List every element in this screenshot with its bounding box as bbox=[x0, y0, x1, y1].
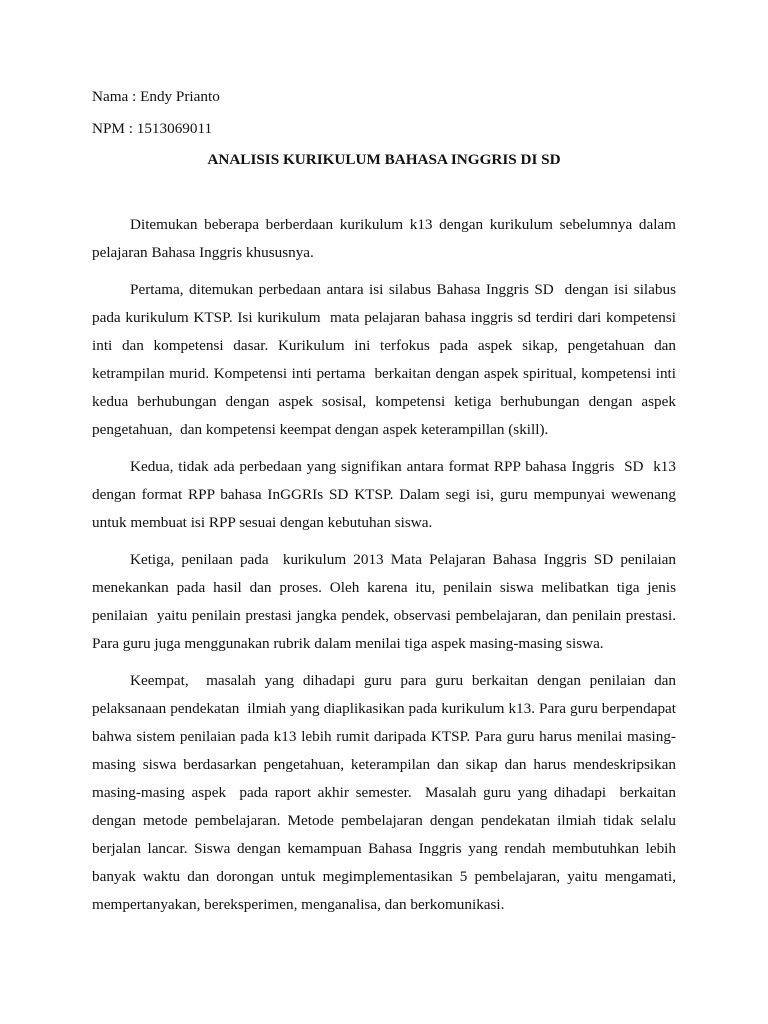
paragraph-pertama: Pertama, ditemukan perbedaan antara isi silabus Bahasa Inggris SD dengan isi silabus pada kurikulum KTSP. Isi kurikulum mata pelajaran bahasa inggris sd terdiri dari kompetensi inti dan kompetensi dasar. Kurikulum ini terfokus pada aspek sikap, pengetahuan dan ketrampilan murid. Kompetensi inti pertama berkaitan dengan aspek spiritual, kompetensi inti kedua berhubungan dengan aspek sosisal, kompetensi ketiga berhubungan dengan aspek pengetahuan, dan kompetensi keempat dengan aspek keterampillan (skill). bbox=[92, 281, 680, 438]
student-name: Nama : Endy Prianto bbox=[92, 88, 220, 105]
document-title: ANALISIS KURIKULUM BAHASA INGGRIS DI SD bbox=[207, 151, 561, 168]
paragraph-kedua: Kedua, tidak ada perbedaan yang signifikan antara format RPP bahasa Inggris SD k13 dengan format RPP bahasa InGGRIs SD KTSP. Dalam segi isi, guru mempunyai wewenang untuk membuat isi RPP sesuai dengan kebutuhan siswa. bbox=[92, 458, 680, 531]
paragraph-keempat: Keempat, masalah yang dihadapi guru para guru berkaitan dengan penilaian dan pelaksanaan pendekatan ilmiah yang diaplikasikan pada kurikulum k13. Para guru berpendapat bahwa sistem penilaian pada k13 lebih rumit daripada KTSP. Para guru harus menilai masing-masing siswa berdasarkan pengetahuan, keterampilan dan sikap dan harus mendeskripsikan masing-masing aspek pada raport akhir semester. Masalah guru yang dihadapi berkaitan dengan metode pembelajaran. Metode pembelajaran dengan pendekatan ilmiah tidak selalu berjalan lancar. Siswa dengan kemampuan Bahasa Inggris yang rendah membutuhkan lebih banyak waktu dan dorongan untuk megimplementasikan 5 pembelajaran, yaitu mengamati, mempertanyakan, bereksperimen, menganalisa, dan berkomunikasi. bbox=[92, 672, 680, 913]
student-npm: NPM : 1513069011 bbox=[92, 120, 213, 137]
paragraph-intro: Ditemukan beberapa berberdaan kurikulum k13 dengan kurikulum sebelumnya dalam pelajaran Bahasa Inggris khususnya. bbox=[92, 216, 680, 261]
paragraph-ketiga: Ketiga, penilaan pada kurikulum 2013 Mata Pelajaran Bahasa Inggris SD penilaian menekankan pada hasil dan proses. Oleh karena itu, penilain siswa melibatkan tiga jenis penilaian yaitu penilain prestasi jangka pendek, observasi pembelajaran, dan penilain prestasi. Para guru juga menggunakan rubrik dalam menilai tiga aspek masing-masing siswa. bbox=[92, 551, 680, 652]
document-body bbox=[92, 211, 680, 928]
